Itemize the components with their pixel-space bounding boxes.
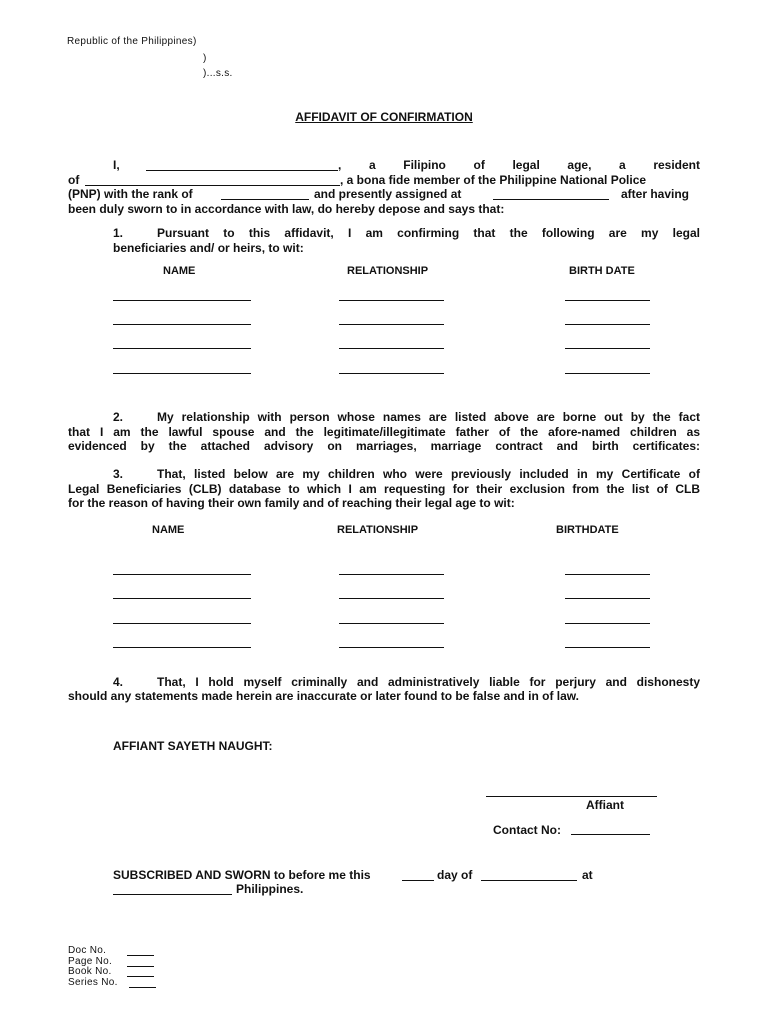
- table2-row3-birthdate-blank[interactable]: [565, 623, 650, 624]
- day-blank[interactable]: [402, 880, 434, 881]
- para3-number: 3.: [113, 467, 124, 481]
- intro-rank-label: (PNP) with the rank of: [68, 187, 193, 201]
- affiant-signature-line[interactable]: [486, 796, 657, 797]
- affiant-label: Affiant: [586, 798, 624, 812]
- para3-line3: for the reason of having their own family and of reaching their legal age to wit:: [68, 496, 515, 510]
- page-no-label: Page No.: [68, 956, 113, 967]
- table2-row2-name-blank[interactable]: [113, 598, 251, 599]
- table1-row2-relationship-blank[interactable]: [339, 324, 444, 325]
- contact-label: Contact No:: [493, 823, 561, 837]
- header-ss: )...s.s.: [203, 68, 233, 79]
- subscribed-text: SUBSCRIBED AND SWORN to before me this: [113, 868, 371, 882]
- para4-number: 4.: [113, 675, 124, 689]
- table1-row2-birthdate-blank[interactable]: [565, 324, 650, 325]
- table1-row1-birthdate-blank[interactable]: [565, 300, 650, 301]
- doc-no-blank[interactable]: [127, 955, 154, 956]
- subscribed-day-of: day of: [437, 868, 473, 882]
- table2-row4-relationship-blank[interactable]: [339, 647, 444, 648]
- subscribed-philippines: Philippines.: [236, 882, 304, 896]
- table2-header-relationship: RELATIONSHIP: [337, 524, 419, 536]
- place-blank[interactable]: [113, 894, 232, 895]
- intro-assigned-label: and presently assigned at: [314, 187, 462, 201]
- para1-number: 1.: [113, 226, 124, 240]
- assignment-blank[interactable]: [493, 199, 609, 200]
- document-title: AFFIDAVIT OF CONFIRMATION: [295, 110, 473, 124]
- table1-header-name: NAME: [163, 265, 196, 277]
- intro-i: I,: [113, 158, 120, 172]
- table2-row1-birthdate-blank[interactable]: [565, 574, 650, 575]
- series-no-label: Series No.: [68, 977, 118, 988]
- table1-row4-relationship-blank[interactable]: [339, 373, 444, 374]
- table2-row3-relationship-blank[interactable]: [339, 623, 444, 624]
- table1-header-relationship: RELATIONSHIP: [347, 265, 429, 277]
- table2-header-birthdate: BIRTHDATE: [556, 524, 619, 536]
- table2-row3-name-blank[interactable]: [113, 623, 251, 624]
- intro-resident: , a Filipino of legal age, a resident: [338, 158, 700, 172]
- header-republic: Republic of the Philippines): [67, 36, 197, 47]
- residence-blank[interactable]: [85, 185, 340, 186]
- para1-line1: Pursuant to this affidavit, I am confirming that the following are my legal: [157, 226, 700, 240]
- table1-header-birthdate: BIRTH DATE: [569, 265, 635, 277]
- table1-row3-name-blank[interactable]: [113, 348, 251, 349]
- table1-row2-name-blank[interactable]: [113, 324, 251, 325]
- table2-row1-name-blank[interactable]: [113, 574, 251, 575]
- header-paren: ): [203, 53, 207, 64]
- para2-line1: My relationship with person whose names are listed above are borne out by the fact: [157, 410, 700, 424]
- para2-number: 2.: [113, 410, 124, 424]
- contact-blank[interactable]: [571, 834, 650, 835]
- table2-row2-relationship-blank[interactable]: [339, 598, 444, 599]
- subscribed-at: at: [582, 868, 593, 882]
- para4-line1: That, I hold myself criminally and administratively liable for perjury and dishonesty: [157, 675, 700, 689]
- series-no-blank[interactable]: [129, 987, 156, 988]
- intro-after-having: after having: [621, 187, 690, 201]
- book-no-blank[interactable]: [127, 976, 154, 977]
- para3-line1: That, listed below are my children who were previously included in my Certificate of: [157, 467, 700, 481]
- table2-header-name: NAME: [152, 524, 185, 536]
- doc-no-label: Doc No.: [68, 945, 107, 956]
- para2-line3: evidenced by the attached advisory on marriages, marriage contract and birth certificates:: [68, 439, 700, 453]
- para4-line2: should any statements made herein are inaccurate or later found to be false and in of law.: [68, 689, 580, 703]
- table1-row3-birthdate-blank[interactable]: [565, 348, 650, 349]
- intro-sworn: been duly sworn to in accordance with law, do hereby depose and says that:: [68, 202, 505, 216]
- page-no-blank[interactable]: [127, 966, 154, 967]
- table2-row2-birthdate-blank[interactable]: [565, 598, 650, 599]
- table2-row1-relationship-blank[interactable]: [339, 574, 444, 575]
- para2-line2: that I am the lawful spouse and the legitimate/illegitimate father of the afore-named children as: [68, 425, 700, 439]
- intro-pnp-member: , a bona fide member of the Philippine National Police: [340, 173, 647, 187]
- intro-of: of: [68, 173, 80, 187]
- table1-row3-relationship-blank[interactable]: [339, 348, 444, 349]
- table2-row4-birthdate-blank[interactable]: [565, 647, 650, 648]
- month-blank[interactable]: [481, 880, 577, 881]
- affiant-name-blank[interactable]: [146, 170, 338, 171]
- table1-row1-relationship-blank[interactable]: [339, 300, 444, 301]
- para1-line2: beneficiaries and/ or heirs, to wit:: [113, 241, 304, 255]
- table2-row4-name-blank[interactable]: [113, 647, 251, 648]
- rank-blank[interactable]: [221, 199, 309, 200]
- para3-line2: Legal Beneficiaries (CLB) database to which I am requesting for their exclusion from the list of CLB: [68, 482, 700, 496]
- book-no-label: Book No.: [68, 966, 112, 977]
- table1-row4-birthdate-blank[interactable]: [565, 373, 650, 374]
- table1-row4-name-blank[interactable]: [113, 373, 251, 374]
- table1-row1-name-blank[interactable]: [113, 300, 251, 301]
- affiant-sayeth-naught: AFFIANT SAYETH NAUGHT:: [113, 739, 273, 753]
